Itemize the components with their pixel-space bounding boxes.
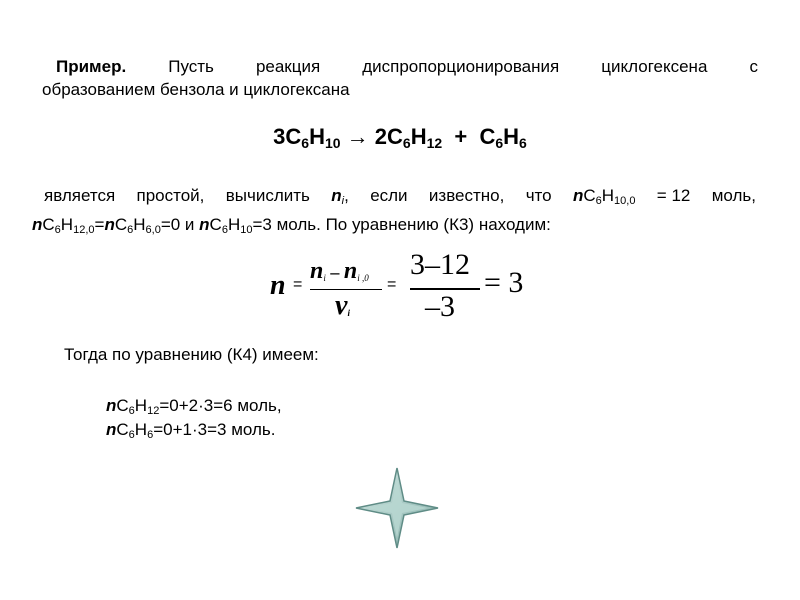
c-letter: C <box>583 186 596 205</box>
formula-numerator <box>310 258 369 285</box>
reaction-equation <box>0 124 800 151</box>
eq-plus: + C <box>442 124 496 149</box>
word: является <box>44 186 116 205</box>
condition-line-1 <box>36 184 756 213</box>
word: известно, <box>428 186 505 205</box>
c-letter: C <box>42 215 55 234</box>
result-c6h12 <box>106 396 282 417</box>
text: =3 моль. По уравнению (К3) находим: <box>252 215 551 234</box>
n-c6h10-term <box>573 184 636 213</box>
sub: 6,0 <box>145 224 161 236</box>
sub: 6 <box>147 429 154 441</box>
numeric-numerator: 3–12 <box>410 248 470 281</box>
sub: 12,0 <box>73 224 95 236</box>
sub: 6 <box>127 224 134 236</box>
sub: 10 <box>240 224 253 236</box>
eq-sub: 6 <box>519 135 527 151</box>
eq-part: H <box>503 124 520 149</box>
formula-n: n <box>270 270 286 301</box>
formula-result: = 3 <box>484 266 524 299</box>
eq-part: H <box>410 124 427 149</box>
eq-sub: 6 <box>402 135 411 151</box>
n-symbol: n <box>32 215 43 234</box>
word: если <box>370 186 408 205</box>
c-letter: C <box>209 215 222 234</box>
value: = 12 <box>656 186 691 205</box>
sub: 12 <box>147 405 160 417</box>
text: =0 и <box>160 215 200 234</box>
word: что <box>525 186 552 205</box>
h-letter: H <box>227 215 241 234</box>
nu-symbol: ν <box>335 290 348 321</box>
num-n2: n <box>343 258 358 284</box>
result-c6h6 <box>106 420 275 441</box>
n-symbol: n <box>572 186 584 205</box>
c-letter: C <box>114 215 128 234</box>
intro-lead: Пример. <box>56 57 127 76</box>
formula-equals-2: = <box>387 276 397 293</box>
ni-term <box>331 184 349 213</box>
intro-word: диспропорционирования <box>362 57 560 76</box>
condition-line-2 <box>32 213 756 242</box>
intro-word: реакция <box>255 57 321 76</box>
sub: 6 <box>221 224 228 236</box>
condition-paragraph <box>32 184 756 242</box>
text: =0+2·3=6 моль, <box>159 396 282 415</box>
num-sub1: i <box>323 273 326 283</box>
equals: = <box>94 215 105 234</box>
comma: , <box>344 186 349 205</box>
intro-paragraph <box>42 55 758 101</box>
text: =0+1·3=3 моль. <box>153 420 276 439</box>
num-n1: n <box>310 258 324 284</box>
star-navigation-icon[interactable] <box>354 466 440 550</box>
num-minus: – <box>325 262 344 282</box>
intro-word: с <box>749 57 758 76</box>
formula-denominator <box>335 290 350 322</box>
intro-word: циклогексена <box>601 57 708 76</box>
intro-word: Пусть <box>168 57 214 76</box>
word: вычислить <box>225 186 310 205</box>
n-symbol: n <box>106 396 117 415</box>
intro-line-1 <box>42 55 758 78</box>
num-sub2: i ,0 <box>357 273 369 283</box>
n-symbol: n <box>104 215 115 234</box>
sub: 6 <box>595 195 602 207</box>
h-letter: H <box>134 420 148 439</box>
eq-sub: 12 <box>426 135 443 151</box>
sub: 6 <box>128 429 135 441</box>
intro-line-2: образованием бензола и циклогексана <box>42 80 350 99</box>
ni-symbol: n <box>331 186 342 205</box>
word: простой, <box>136 186 205 205</box>
eq-arrow: → 2C <box>340 124 403 149</box>
c-letter: C <box>116 396 129 415</box>
h-letter: H <box>60 215 74 234</box>
nu-sub: i <box>347 308 350 318</box>
c-letter: C <box>116 420 129 439</box>
eq-sub: 10 <box>324 135 341 151</box>
then-text: Тогда по уравнению (К4) имеем: <box>64 345 319 364</box>
h-letter: H <box>134 396 148 415</box>
eq-part: H <box>309 124 325 149</box>
h-letter: H <box>133 215 146 234</box>
eq-part: 3C <box>273 124 302 149</box>
unit: моль, <box>711 186 756 205</box>
h-letter: H <box>601 186 615 205</box>
formula-equals-1: = <box>293 276 303 293</box>
sub: 6 <box>54 224 61 236</box>
ni-sub: i <box>341 195 345 207</box>
eq-sub: 6 <box>495 135 504 151</box>
numeric-denominator: –3 <box>425 290 455 323</box>
sub: 6 <box>128 405 135 417</box>
eq-sub: 6 <box>301 135 310 151</box>
n-symbol: n <box>199 215 210 234</box>
sub: 10,0 <box>614 195 636 207</box>
n-symbol: n <box>106 420 117 439</box>
